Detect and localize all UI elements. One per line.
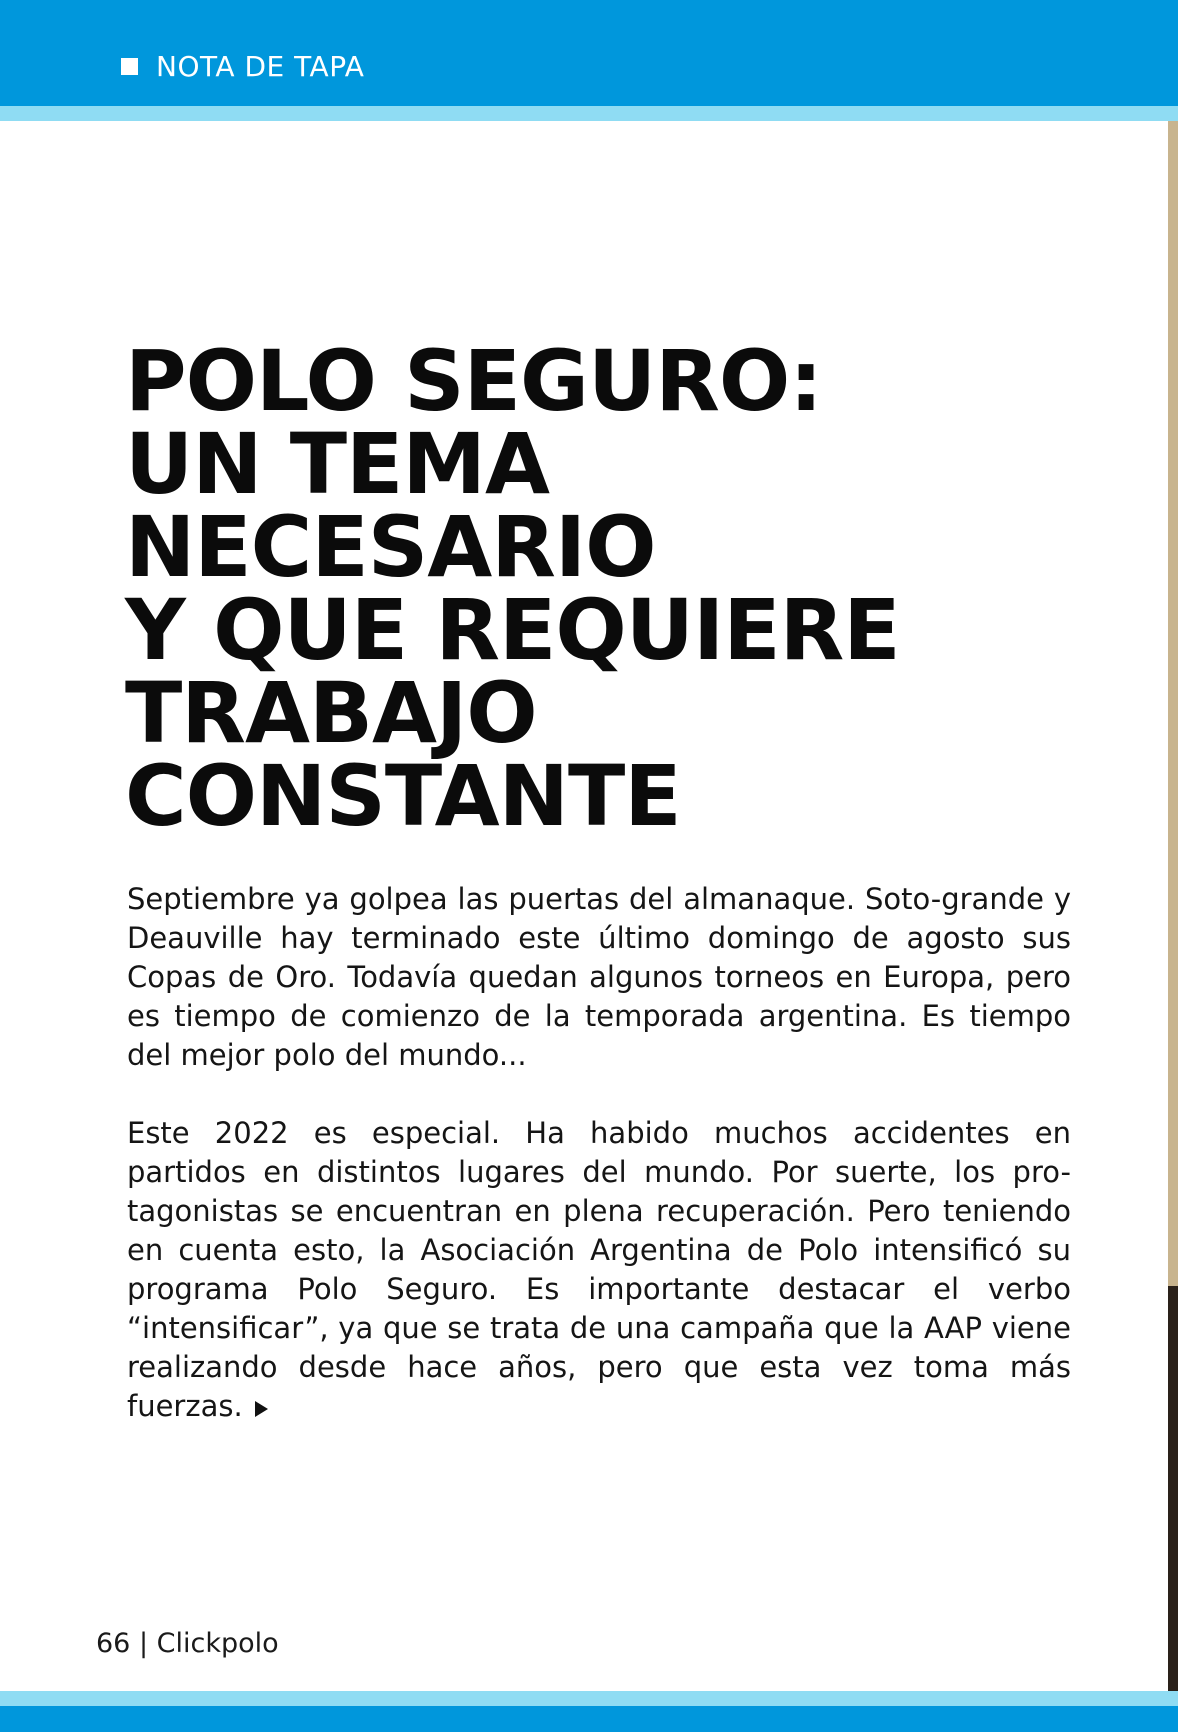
headline-line: UN TEMA	[125, 415, 550, 513]
page-footer	[96, 1628, 279, 1659]
article-headline	[125, 332, 1125, 845]
headline-line: CONSTANTE	[125, 747, 681, 845]
footer-separator: |	[138, 1628, 149, 1659]
headline-line: TRABAJO	[125, 664, 537, 762]
continue-arrow-icon	[255, 1401, 268, 1417]
headline-line: NECESARIO	[125, 498, 656, 596]
page-edge-photo-dark	[1168, 1286, 1178, 1691]
headline-line: POLO SEGURO:	[125, 332, 822, 430]
footer-stripe	[0, 1691, 1178, 1706]
headline-line: Y QUE REQUIERE	[125, 581, 900, 679]
article-paragraph	[127, 1114, 1071, 1426]
header-stripe	[0, 106, 1178, 121]
paragraph-text: Este 2022 es especial. Ha habido muchos accidentes en partidos en distintos lugares del mundo. Por suerte, los pro-tagonistas se encuentran en plena recuperación. Pero teniendo en cuenta esto, la Asociación Argentina de Polo intensificó su programa Polo Seguro. Es importante destacar el verbo “intensificar”, ya que se trata de una campaña que la AAP viene realizando desde hace años, pero que esta vez toma más fuerzas.	[127, 1116, 1071, 1423]
section-label-text: NOTA DE TAPA	[156, 50, 365, 83]
paragraph-text: Septiembre ya golpea las puertas del almanaque. Soto-grande y Deauville hay terminado este último domingo de agosto sus Copas de Oro. Todavía quedan algunos torneos en Europa, pero es tiempo de comienzo de la temporada argentina. Es tiempo del mejor polo del mundo...	[127, 882, 1071, 1072]
footer-band	[0, 1706, 1178, 1732]
article-paragraph	[127, 880, 1071, 1075]
publication-name: Clickpolo	[156, 1628, 279, 1659]
page-number: 66	[96, 1628, 131, 1659]
section-label	[121, 50, 364, 83]
square-bullet-icon	[121, 58, 138, 75]
